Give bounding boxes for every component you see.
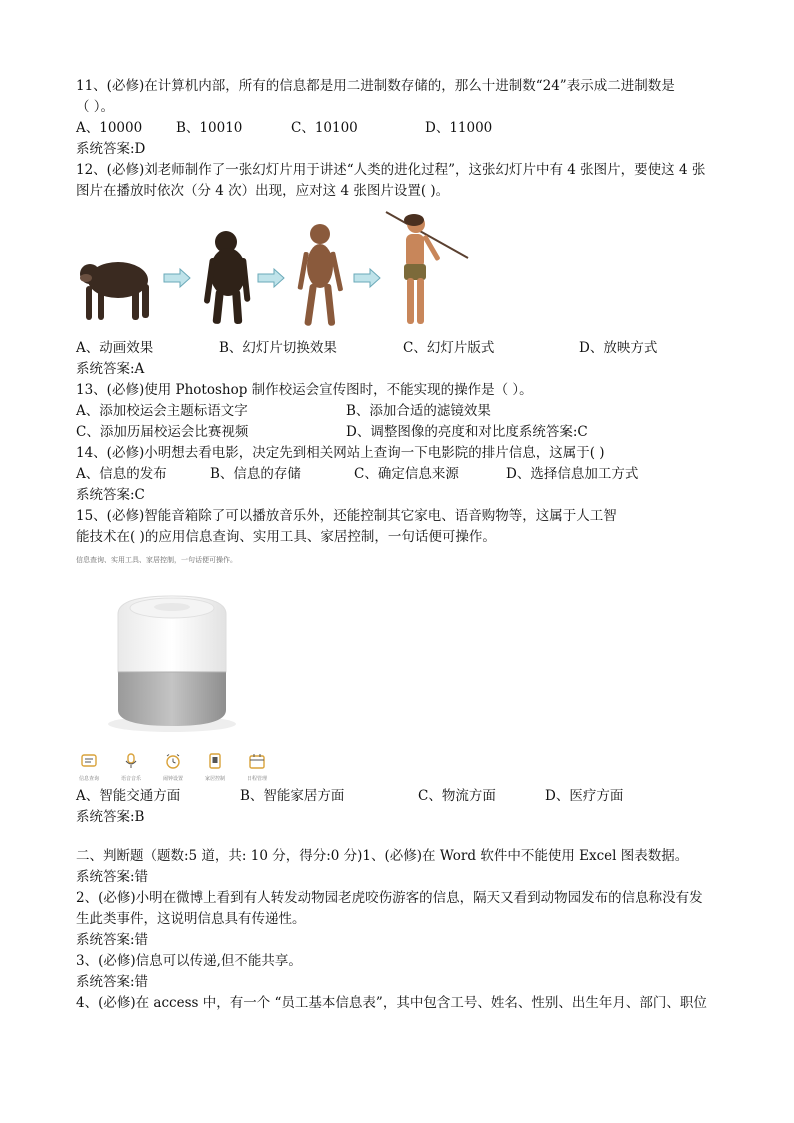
question-11 [76, 76, 720, 160]
smart-speaker-svg [76, 574, 276, 744]
arrow-right-icon-2 [258, 269, 284, 287]
q11-option-a: A、10000 [76, 120, 143, 136]
tf-q3: 3、(必修)信息可以传递,但不能共享。 [76, 953, 302, 969]
app-schedule [244, 752, 270, 786]
q11-option-b: B、10010 [176, 120, 243, 136]
q12-options [76, 338, 720, 359]
q13-options-row2 [76, 422, 720, 443]
smart-speaker-illustration [76, 574, 720, 744]
message-icon [80, 752, 98, 770]
q14-option-c: C、确定信息来源 [354, 466, 459, 482]
app-info-query-label: 信息查询 [78, 776, 99, 782]
q13-options-row1 [76, 401, 720, 422]
document-page [76, 76, 720, 1014]
tf-q2-answer: 系统答案:错 [76, 932, 149, 948]
q15-options [76, 786, 720, 807]
q13-option-b: B、添加合适的滤镜效果 [346, 403, 491, 419]
q11-stem-line1: 11、(必修)在计算机内部，所有的信息都是用二进制数存储的，那么十进制数“24”表示成二进制数是 [76, 78, 675, 94]
evolution-illustration [76, 208, 720, 336]
q14-options [76, 464, 720, 485]
q12-option-a: A、动画效果 [76, 340, 154, 356]
question-15 [76, 506, 720, 828]
q11-option-c: C、10100 [291, 120, 358, 136]
tf-q2-line1: 2、(必修)小明在微博上看到有人转发动物园老虎咬伤游客的信息，隔天又看到动物园发布的信息称没有发 [76, 890, 703, 906]
app-home-control [202, 752, 228, 786]
q14-option-d: D、选择信息加工方式 [506, 466, 639, 482]
q15-option-c: C、物流方面 [418, 788, 496, 804]
q15-option-d: D、医疗方面 [545, 788, 624, 804]
q11-options [76, 118, 720, 139]
section-true-false [76, 846, 720, 1014]
app-voice-music-label: 语音音乐 [120, 776, 141, 782]
q11-option-d: D、11000 [425, 120, 493, 136]
q15-option-b: B、智能家居方面 [240, 788, 345, 804]
app-schedule-label: 日程管理 [246, 776, 267, 782]
ape-quadruped-figure [80, 262, 149, 320]
tf-q1-answer: 系统答案:错 [76, 869, 149, 885]
human-with-spear-figure [386, 212, 468, 324]
q15-stem-line1: 15、(必修)智能音箱除了可以播放音乐外，还能控制其它家电、语音购物等，这属于人工智 [76, 508, 617, 524]
microphone-icon [122, 752, 140, 770]
tf-q4-line1: 4、(必修)在 access 中，有一个 “员工基本信息表”，其中包含工号、姓名、性别、出生年月、部门、职位 [76, 995, 707, 1011]
question-12 [76, 160, 720, 380]
q14-answer: 系统答案:C [76, 487, 145, 503]
tf-q3-answer: 系统答案:错 [76, 974, 149, 990]
evolution-svg [76, 208, 496, 336]
q12-option-b: B、幻灯片切换效果 [219, 340, 337, 356]
q12-answer: 系统答案:A [76, 361, 145, 377]
app-info-query [76, 752, 102, 786]
q14-option-a: A、信息的发布 [76, 466, 167, 482]
question-14 [76, 443, 720, 506]
app-voice-music [118, 752, 144, 786]
speaker-feature-icons [76, 752, 720, 786]
q12-stem-line1: 12、(必修)刘老师制作了一张幻灯片用于讲述“人类的进化过程”，这张幻灯片中有 4 张图片，要使这 4 张 [76, 162, 706, 178]
app-home-control-label: 家居控制 [204, 776, 225, 782]
q11-stem-line2: （ ）。 [76, 99, 115, 115]
app-alarm [160, 752, 186, 786]
q15-option-a: A、智能交通方面 [76, 788, 181, 804]
tablet-icon [206, 752, 224, 770]
q15-stem-line2: 能技术在( )的应用信息查询、实用工具、家居控制，一句话便可操作。 [76, 529, 496, 545]
question-13 [76, 380, 720, 443]
q12-option-c: C、幻灯片版式 [403, 340, 495, 356]
alarm-clock-icon [164, 752, 182, 770]
ape-semi-upright-figure [204, 231, 251, 324]
section-spacer [76, 828, 720, 846]
q14-stem: 14、(必修)小明想去看电影，决定先到相关网站上查询一下电影院的排片信息，这属于( ) [76, 445, 605, 461]
app-alarm-label: 闹钟设置 [162, 776, 183, 782]
section2-header: 二、判断题（题数:5 道，共: 10 分，得分:0 分)1、(必修)在 Word 软件中不能使用 Excel 图表数据。 [76, 848, 689, 864]
q13-stem: 13、(必修)使用 Photoshop 制作校运会宣传图时，不能实现的操作是（ ）。 [76, 382, 533, 398]
calendar-icon [248, 752, 266, 770]
q15-answer: 系统答案:B [76, 809, 145, 825]
q15-image-caption: 信息查询、实用工具、家居控制，一句话便可操作。 [76, 556, 237, 564]
tf-q2-line2: 生此类事件，这说明信息具有传递性。 [76, 911, 306, 927]
arrow-right-icon-1 [164, 269, 190, 287]
arrow-right-icon-3 [354, 269, 380, 287]
q11-answer: 系统答案:D [76, 141, 146, 157]
q14-option-b: B、信息的存储 [210, 466, 301, 482]
early-hominid-figure [297, 224, 343, 326]
q12-stem-line2: 图片在播放时依次（分 4 次）出现，应对这 4 张图片设置( )。 [76, 183, 450, 199]
q13-option-a: A、添加校运会主题标语文字 [76, 403, 248, 419]
q12-option-d: D、放映方式 [579, 340, 658, 356]
q13-option-c: C、添加历届校运会比赛视频 [76, 424, 249, 440]
q13-option-d-answer: D、调整图像的亮度和对比度系统答案:C [346, 424, 588, 440]
